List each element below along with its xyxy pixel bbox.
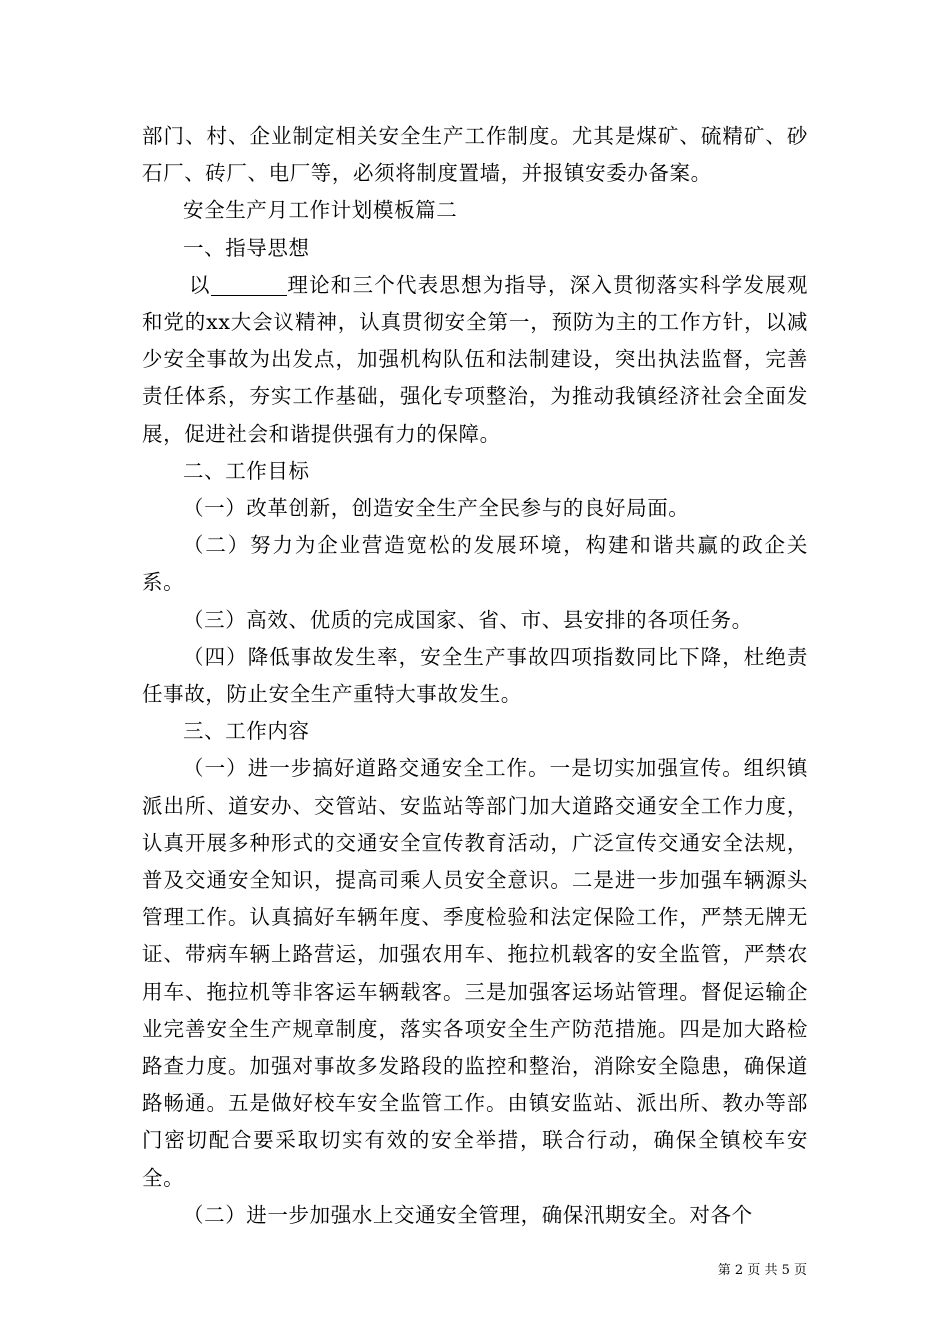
document-body	[142, 118, 808, 1234]
guiding-ideology-text: 理论和三个代表思想为指导，深入贯彻落实科学发展观和党的xx大会议精神，认真贯彻安全第一，预防为主的工作方针，以减少安全事故为出发点，加强机构队伍和法制建设，突出执法监督，完善责任体系，夯实工作基础，强化专项整治，为推动我镇经济社会全面发展，促进社会和谐提供强有力的保障。	[142, 272, 808, 446]
lead-prefix: 以	[189, 272, 211, 297]
page-number: 第 2 页 共 5 页	[717, 1263, 807, 1278]
content-item-2: （二）进一步加强水上交通安全管理，确保汛期安全。对各个	[183, 1202, 753, 1227]
blank-underline	[211, 273, 287, 296]
paragraph-guiding-ideology	[142, 267, 808, 453]
goal-item-2: （二）努力为企业营造宽松的发展环境，构建和谐共赢的政企关系。	[142, 533, 808, 595]
section-title: 安全生产月工作计划模板篇二	[183, 198, 458, 223]
goal-item-4: （四）降低事故发生率，安全生产事故四项指数同比下降，杜绝责任事故，防止安全生产重特大事故发生。	[142, 644, 808, 707]
goal-item-1: （一）改革创新，创造安全生产全民参与的良好局面。	[183, 496, 690, 521]
paragraph-continuation: 部门、村、企业制定相关安全生产工作制度。尤其是煤矿、硫精矿、砂石厂、砖厂、电厂等，必须将制度置墙，并报镇安委办备案。	[142, 124, 808, 186]
heading-guiding-ideology: 一、指导思想	[183, 235, 310, 260]
content-item-1: （一）进一步搞好道路交通安全工作。一是切实加强宣传。组织镇派出所、道安办、交管站、安监站等部门加大道路交通安全工作力度，认真开展多种形式的交通安全宣传教育活动，广泛宣传交通安全法规，普及交通安全知识，提高司乘人员安全意识。二是进一步加强车辆源头管理工作。认真搞好车辆年度、季度检验和法定保险工作，严禁无牌无证、带病车辆上路营运，加强农用车、拖拉机载客的安全监管，严禁农用车、拖拉机等非客运车辆载客。三是加强客运场站管理。督促运输企业完善安全生产规章制度，落实各项安全生产防范措施。四是加大路检路查力度。加强对事故多发路段的监控和整治，消除安全隐患，确保道路畅通。五是做好校车安全监管工作。由镇安监站、派出所、教办等部门密切配合要采取切实有效的安全举措，联合行动，确保全镇校车安全。	[142, 756, 808, 1190]
heading-work-goals: 二、工作目标	[183, 458, 310, 483]
goal-item-3: （三）高效、优质的完成国家、省、市、县安排的各项任务。	[183, 607, 753, 632]
heading-work-content: 三、工作内容	[183, 719, 310, 744]
